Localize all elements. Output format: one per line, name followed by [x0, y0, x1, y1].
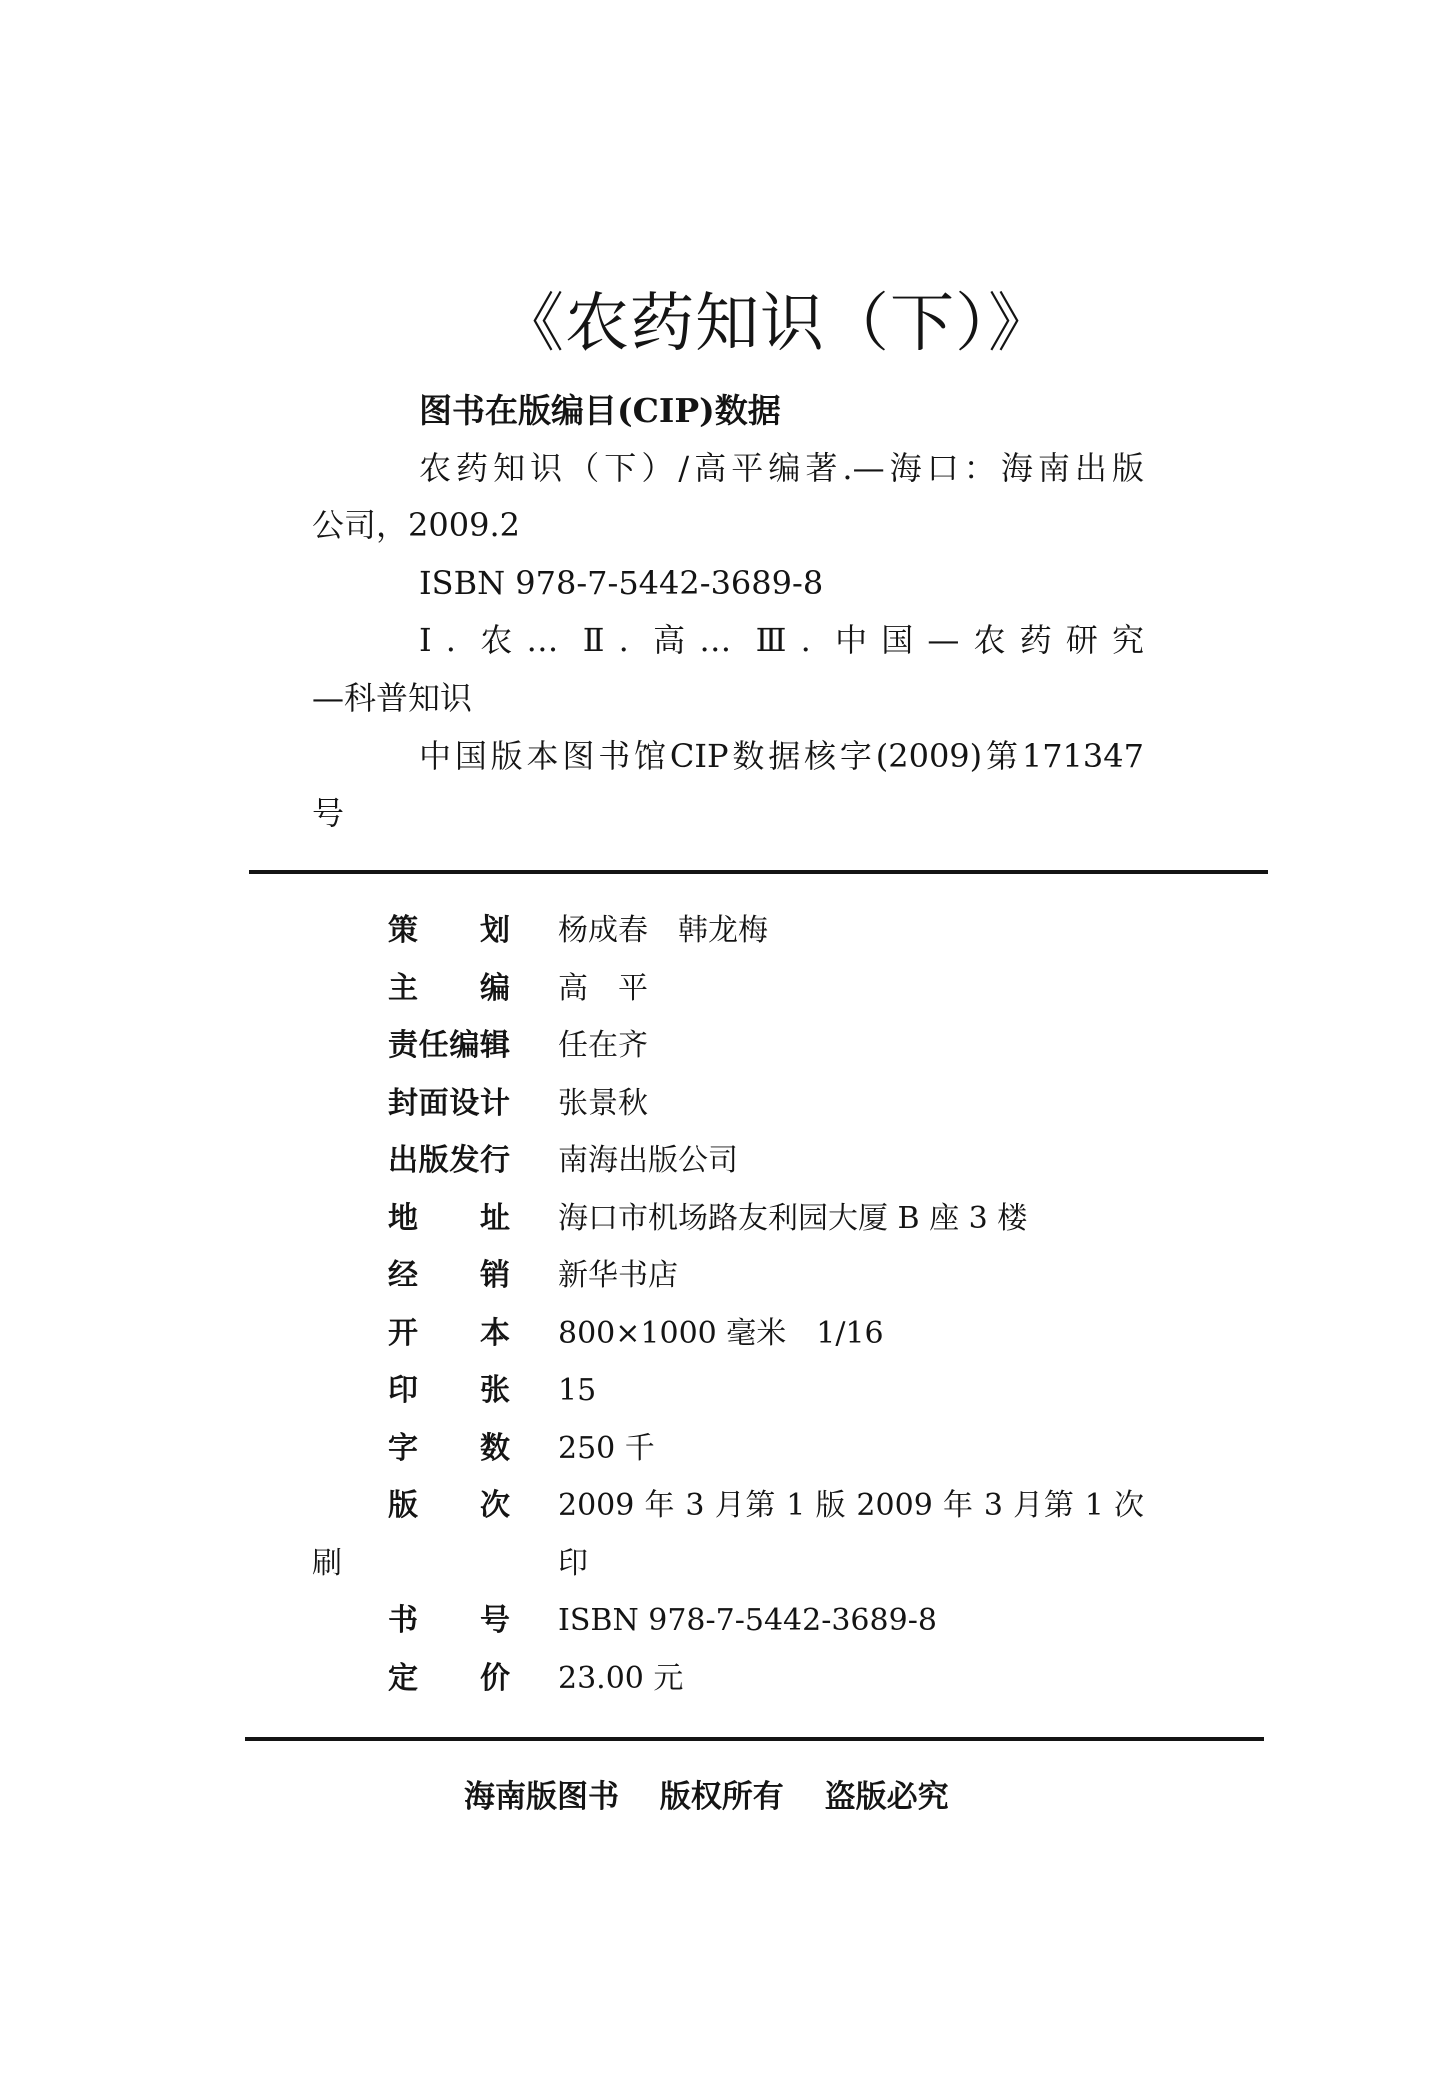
- credit-label: 责任编辑: [388, 1028, 510, 1063]
- credit-label: 封面设计: [388, 1085, 510, 1121]
- credit-label: 定价: [388, 1660, 510, 1696]
- footer-item: 盗版必究: [824, 1779, 949, 1815]
- cip-line: ISBN 978-7-5442-3689-8: [419, 563, 824, 602]
- copyright-notice: [464, 1777, 949, 1817]
- credit-value: 杨成春 韩龙梅: [558, 913, 768, 948]
- credits-block: [312, 902, 1144, 1707]
- credit-label: 地址: [388, 1200, 510, 1236]
- credit-value: 800×1000 毫米 1/16: [558, 1315, 884, 1351]
- credit-row-sheets: [312, 1362, 1144, 1420]
- credit-row-price: [312, 1650, 1144, 1708]
- credit-row-address: [312, 1190, 1144, 1248]
- cip-line: 中国版本图书馆CIP数据核字(2009)第171347: [419, 736, 1144, 775]
- credit-row-publisher: [312, 1132, 1144, 1190]
- credit-value: 2009 年 3 月第 1 版 2009 年 3 月第 1 次印: [558, 1488, 1144, 1581]
- cip-line: 农药知识（下）/高平编著.—海口：海南出版: [419, 448, 1144, 487]
- footer-item: 海南版图书: [464, 1779, 619, 1815]
- credit-value: 23.00 元: [558, 1660, 684, 1696]
- cip-heading: 图书在版编目(CIP)数据: [419, 391, 781, 430]
- bottom-divider: [245, 1737, 1264, 1741]
- credit-row-edition: [312, 1477, 1144, 1581]
- cip-line: Ⅰ. 农… Ⅱ. 高… Ⅲ. 中国—农药研究: [419, 621, 1144, 660]
- credit-value: 南海出版公司: [558, 1143, 738, 1178]
- book-title: 《农药知识（下）》: [500, 287, 1053, 361]
- credit-label: 策划: [388, 913, 510, 948]
- credit-label: 主编: [388, 970, 510, 1006]
- credit-value: 15: [558, 1373, 597, 1408]
- top-divider: [249, 870, 1268, 874]
- credit-label: 字数: [388, 1430, 510, 1466]
- credit-value: 海口市机场路友利园大厦 B 座 3 楼: [558, 1200, 1028, 1236]
- credit-value: 张景秋: [558, 1085, 648, 1121]
- credit-row-isbn: [312, 1592, 1144, 1650]
- credit-row-planning: [312, 902, 1144, 960]
- credit-row-format: [312, 1305, 1144, 1363]
- cip-block: [312, 382, 1144, 843]
- cip-line: 公司，2009.2: [312, 506, 520, 545]
- credit-label: 开本: [388, 1315, 510, 1351]
- credit-row-distributor: [312, 1247, 1144, 1305]
- credit-row-responsible-editor: [312, 1017, 1144, 1075]
- credit-row-cover-design: [312, 1075, 1144, 1133]
- credit-label: 经销: [388, 1258, 510, 1293]
- footer-item: 版权所有: [659, 1779, 784, 1815]
- credit-row-edition-continued: [312, 1535, 1144, 1593]
- credit-value: 高 平: [558, 970, 648, 1006]
- credit-label: 出版发行: [388, 1143, 510, 1178]
- cip-line: —科普知识: [312, 678, 473, 717]
- credit-value-continuation: 刷: [312, 1545, 342, 1581]
- credit-value: 250 千: [558, 1430, 655, 1466]
- credit-value: 新华书店: [558, 1258, 678, 1293]
- credit-label: 版次: [388, 1488, 510, 1523]
- credit-label: 书号: [388, 1603, 510, 1638]
- credit-value: ISBN 978-7-5442-3689-8: [558, 1603, 937, 1638]
- credit-row-chief-editor: [312, 960, 1144, 1018]
- credit-value: 任在齐: [558, 1028, 648, 1063]
- cip-line: 号: [312, 794, 345, 833]
- credit-row-word-count: [312, 1420, 1144, 1478]
- credit-label: 印张: [388, 1373, 510, 1408]
